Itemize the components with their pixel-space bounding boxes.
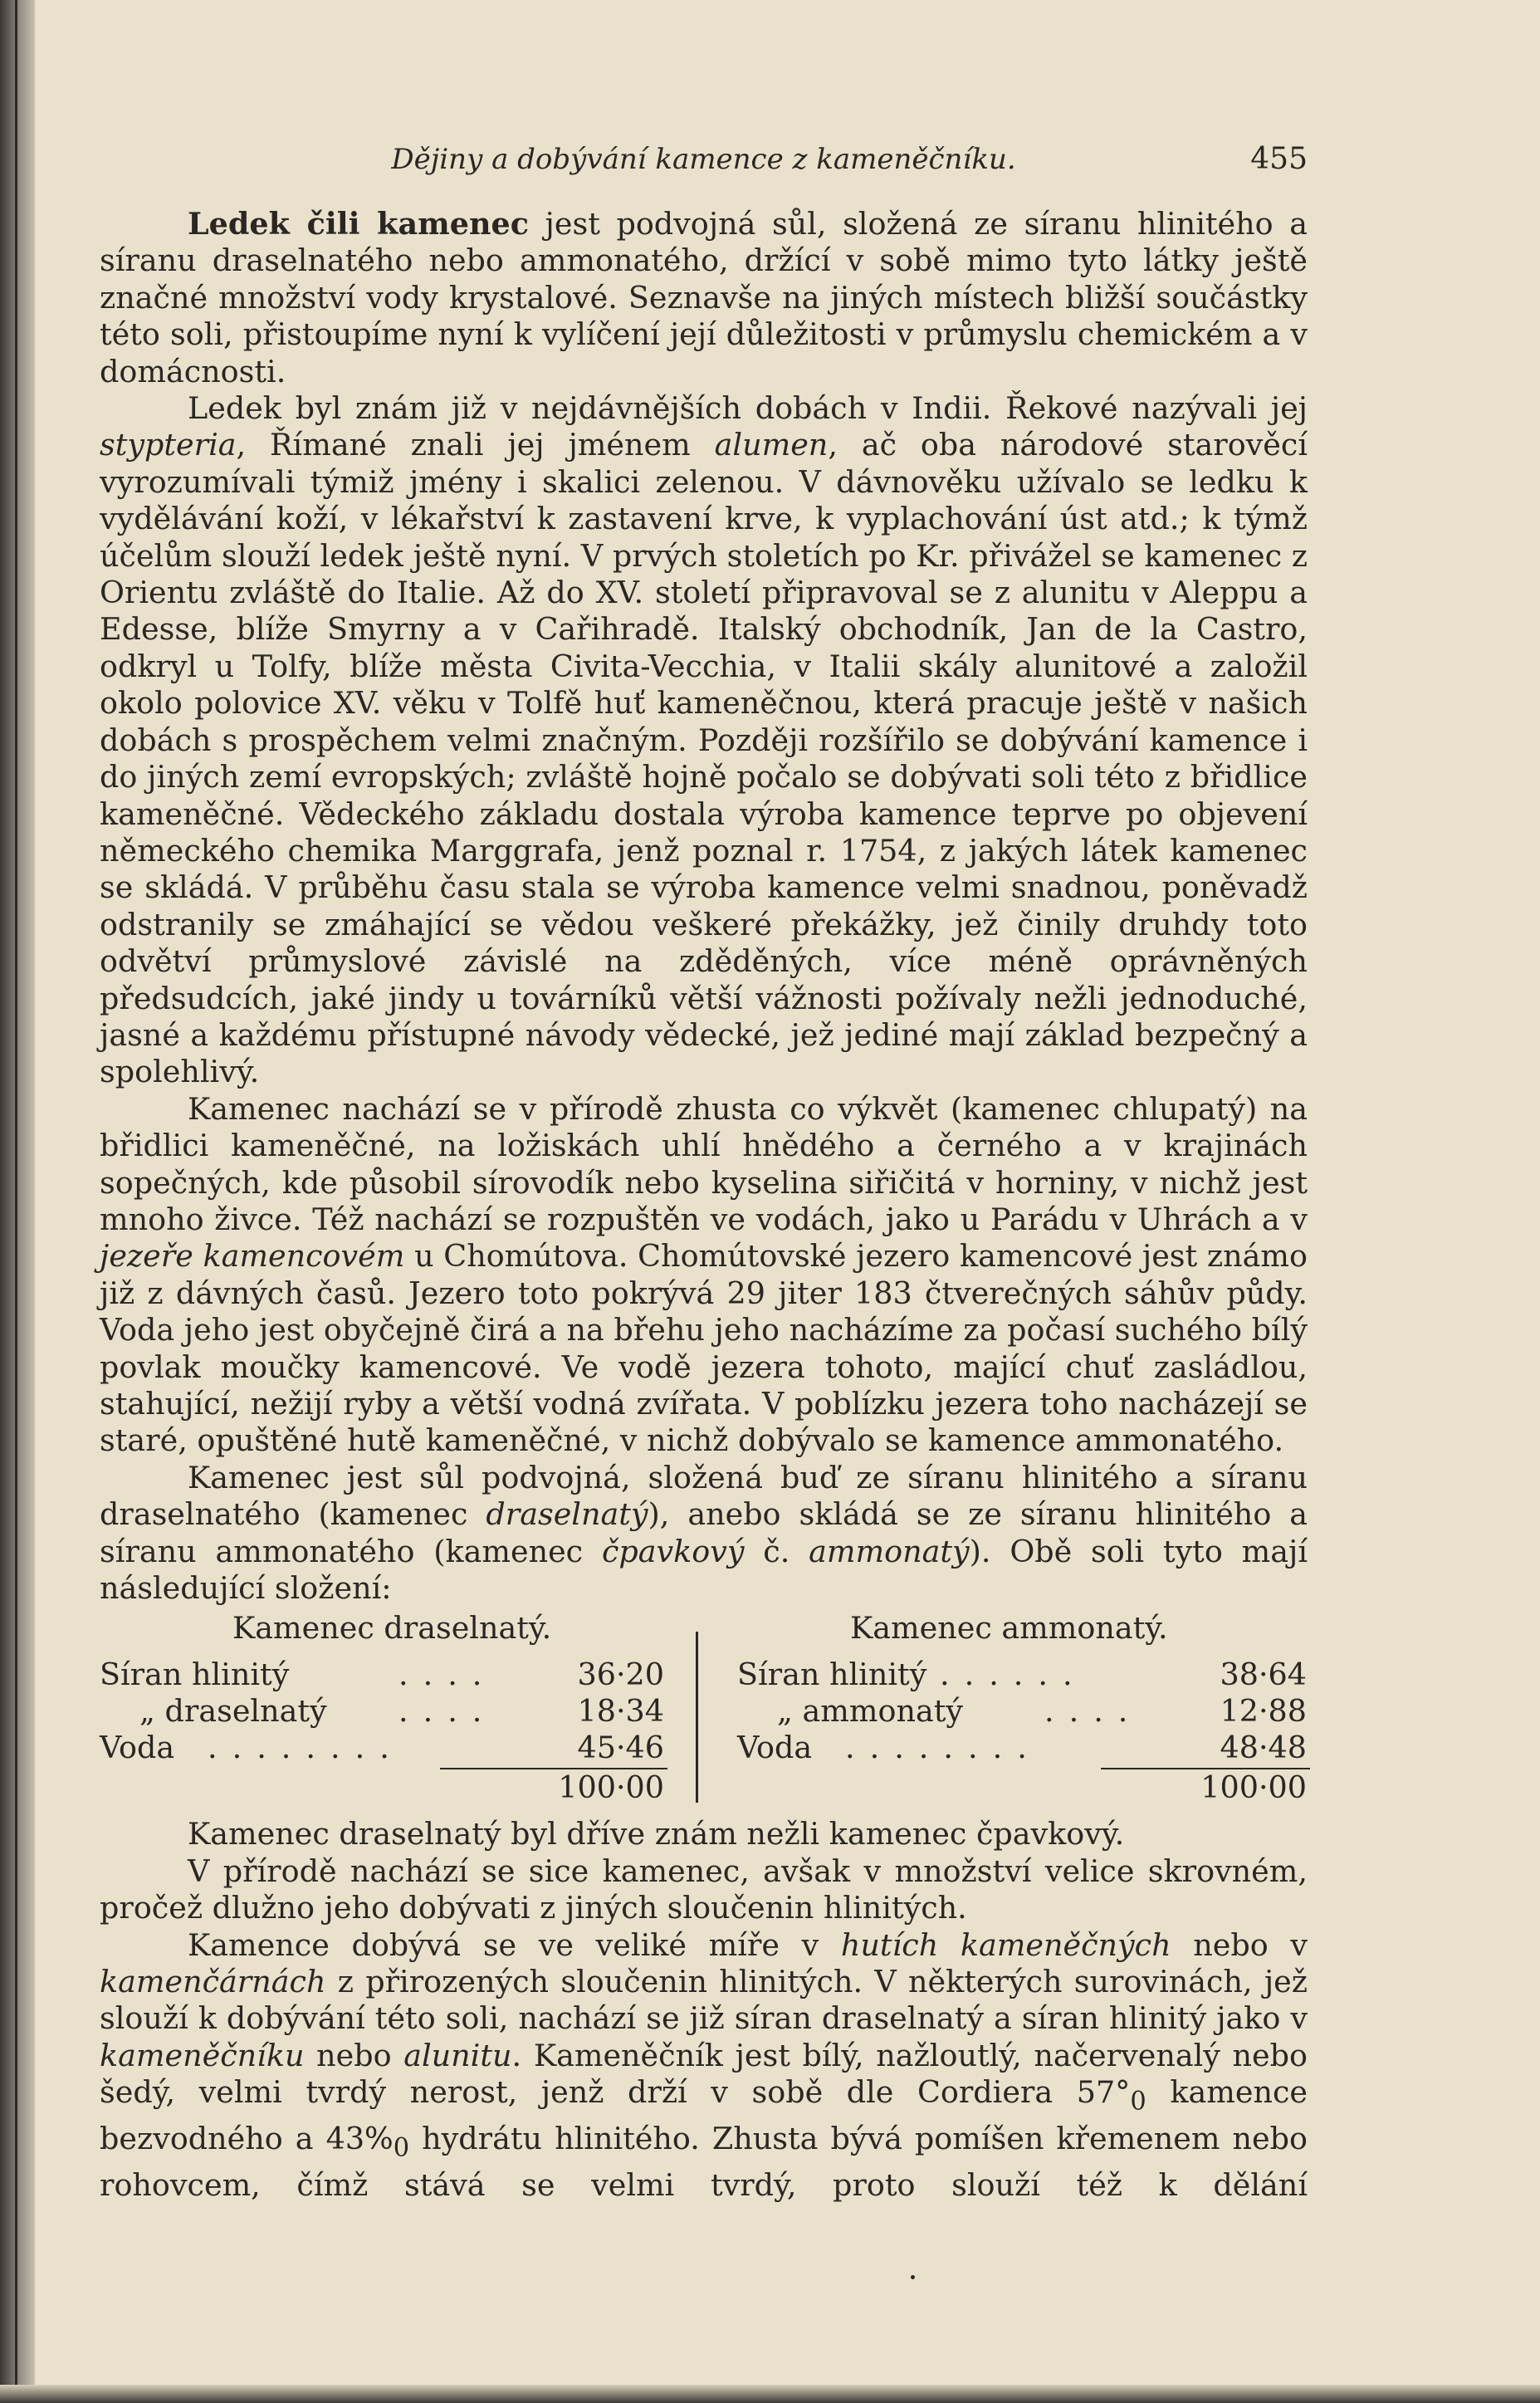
subscript: 0 [1130, 2087, 1146, 2117]
text-span: č. [744, 1533, 809, 1569]
italic-term: draselnatý [486, 1496, 648, 1533]
italic-term: stypteria [100, 427, 237, 463]
bold-lead-term: Ledek čili kamenec [188, 206, 529, 242]
paragraph-7 [100, 1927, 1308, 2204]
row-label: Voda [100, 1730, 175, 1766]
italic-term: jezeře kamencovém [100, 1238, 405, 1275]
row-dots: .... [398, 1693, 497, 1730]
page-number: 455 [1250, 142, 1308, 176]
subscript: 0 [393, 2133, 410, 2163]
row-label: Síran hlinitý [100, 1657, 290, 1693]
composition-tables [100, 1610, 1308, 1808]
binding-edge [15, 0, 17, 2403]
row-dots: ...... [940, 1657, 1088, 1693]
table-divider [696, 1632, 698, 1803]
row-value: 38·64 [1220, 1657, 1307, 1693]
text-span: Kamence dobývá se ve veliké míře v [188, 1926, 841, 1963]
text-span: Ledek byl znám již v nejdávnějších dobách v Indii. Řekové nazývali jej [188, 390, 1308, 427]
paragraph-3 [100, 1091, 1308, 1460]
text-span: Kamenec nachází se v přírodě zhusta co výkvět (kamenec chlupatý) na břidlici kameněčné, na ložiskách uhlí hnědého a černého a v krajinách sopečných, kde působil sírovodík nebo kyselina siřičitá v horniny, v nichž jest mnoho živce. Též nachází se rozpuštěn ve vodách, jako u Parádu v Uhrách a v [100, 1090, 1308, 1237]
row-dots: ........ [845, 1730, 1042, 1766]
text-span: . Kameněčník jest bílý, nažloutlý, načervenalý nebo šedý, velmi tvrdý nerost, jenž drží v sobě dle Cordiera 57° [100, 2037, 1308, 2111]
row-label: „ ammonatý [777, 1693, 964, 1730]
italic-term: ammonatý [809, 1533, 970, 1569]
row-label: Voda [737, 1730, 813, 1766]
table-right-heading: Kamenec ammonatý. [850, 1610, 1168, 1647]
text-span: ), anebo skládá se ze síranu hlinitého a síranu ammonatého (kamenec [100, 1496, 1308, 1569]
text-span: , ač oba národové starověcí vyrozumívali týmiž jmény i skalici zelenou. V dávnověku užívalo se ledku k vydělávání koží, v lékařství k zastavení krve, k vyplachování úst atd.; k týmž účelům slouží ledek ještě nyní. V prvých stoletích po Kr. přivážel se kamenec z Orientu zvláště do Italie. Až do XV. století připravoval se z alunitu v Aleppu a Edesse, blíže Smyrny a v Cařihradě. Italský obchodník, Jan de la Castro, odkryl u Tolfy, blíže města Civita-Vecchia, v Italii skály alunitové a založil okolo polovice XV. věku v Tolfě huť kameněčnou, která pracuje ještě v našich dobách s prospěchem velmi značným. Později rozšířilo se dobývání kamence i do jiných zemí evropských; zvláště hojně počalo se dobývati soli této z břidlice kameněčné. Vědeckého základu dostala výroba kamence teprve po objevení německého chemika Marggrafa, jenž poznal r. 1754, z jakých látek kamenec se skládá. V průběhu času stala se výroba kamence velmi snadnou, poněvadž odstranily se zmáhající se vědou veškeré překážky, jež činily druhdy toto odvětví průmyslové závislé na zděděných, více méně oprávněných předsudcích, jaké jindy u továrníků větší vážnosti požívaly nežli jednoduché, jasné a každému přístupné návody vědecké, jež jediné mají základ bezpečný a spolehlivý. [100, 427, 1308, 1090]
text-span: hydrátu hlinitého. Zhusta bývá pomíšen křemenem nebo rohovcem, čímž stává se velmi tvrdý, proto slouží též k dělání [100, 2120, 1308, 2203]
running-title: Dějiny a dobývání kamence z kameněčníku. [391, 143, 1016, 176]
table-right-total: 100·00 [1200, 1769, 1307, 1806]
paragraph-2 [100, 390, 1308, 1091]
text-span: kamence bezvodného a 43% [100, 2074, 1308, 2156]
text-span: Kamenec jest sůl podvojná, složená buď ze síranu hlinitého a síranu draselnatého (kamenec [100, 1459, 1308, 1533]
italic-term: hutích kameněčných [840, 1926, 1171, 1963]
italic-term: kamenčárnách [100, 1964, 326, 2000]
row-value: 48·48 [1220, 1730, 1307, 1766]
running-header [100, 141, 1308, 193]
row-value: 36·20 [577, 1657, 664, 1693]
text-span: nebo [304, 2037, 404, 2073]
table-left-heading: Kamenec draselnatý. [232, 1610, 552, 1647]
row-dots: .... [1044, 1693, 1143, 1730]
ink-dot [911, 2275, 915, 2279]
paragraph-6: V přírodě nachází se sice kamenec, avšak v množství velice skrovném, pročež dlužno jeho dobývati z jiných sloučenin hlinitých. [100, 1852, 1308, 1926]
row-dots: .... [398, 1657, 497, 1693]
italic-term: alumen [714, 427, 829, 463]
italic-term: čpavkový [601, 1533, 745, 1569]
book-page [100, 141, 1308, 2204]
paragraph-4 [100, 1460, 1308, 1608]
table-left-total: 100·00 [558, 1769, 664, 1806]
row-label: „ draselnatý [139, 1693, 327, 1730]
row-value: 12·88 [1220, 1693, 1307, 1730]
row-dots: ........ [208, 1730, 404, 1766]
page-bottom-edge [0, 2385, 1540, 2403]
book-spine-shadow [0, 0, 35, 2403]
text-span: , Římané znali jej jménem [236, 427, 715, 463]
text-span: u Chomútova. Chomútovské jezero kamencové jest známo již z dávných časů. Jezero toto pokrývá 29 jiter 183 čtverečných sáhův půdy. Voda jeho jest obyčejně čirá a na břehu jeho nacházíme za počasí suchého bílý povlak moučky kamencové. Ve vodě jezera tohoto, mající chuť zasládlou, stahující, nežijí ryby a větší vodná zvířata. V poblízku jezera toho nacházejí se staré, opuštěné hutě kameněčné, v nichž dobývalo se kamence ammonatého. [100, 1238, 1308, 1459]
paragraph-1 [100, 206, 1308, 390]
row-value: 18·34 [577, 1693, 664, 1730]
row-label: Síran hlinitý [737, 1657, 927, 1693]
italic-term: kameněčníku [100, 2037, 305, 2073]
italic-term: alunitu [403, 2037, 512, 2073]
paragraph-5: Kamenec draselnatý byl dříve znám nežli kamenec čpavkový. [188, 1816, 1125, 1852]
text-span: nebo v [1171, 1926, 1308, 1963]
paragraph-1-text: jest podvojná sůl, složená ze síranu hlinitého a síranu draselnatého nebo ammonatého, držící v sobě mimo tyto látky ještě značné množství vody krystalové. Seznavše na jiných místech bližší součástky této soli, přistoupíme nyní k vylíčení její důležitosti v průmyslu chemickém a v domácnosti. [100, 206, 1308, 389]
row-value: 45·46 [577, 1730, 664, 1766]
text-span: z přirozených sloučenin hlinitých. V některých surovinách, jež slouží k dobývání této soli, nachází se již síran draselnatý a síran hlinitý jako v [100, 1964, 1308, 2037]
text-span: ). Obě soli tyto mají následující složení: [100, 1533, 1308, 1607]
